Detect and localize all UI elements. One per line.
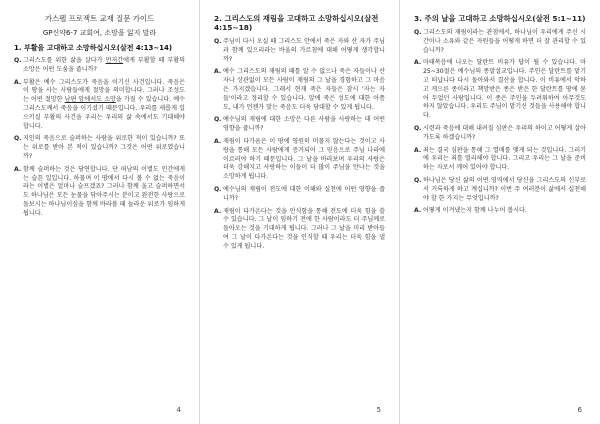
question-item [414, 125, 586, 143]
item-text: 재림이 다가온다는 것을 인식함을 통해 전도에 더욱 힘을 쓸 수 있습니다. 그 날이 임하기 전에 한 사람이라도 더 주님께로 돌아오는 것을 기대하게 됩니다. 그러나 그 날을 미리 받아들여 그 날이 다가온다는 것을 인식할 때 우리는 더욱 힘을 낼 수 있게 됩니다. [223, 207, 385, 250]
item-marker: A. [14, 78, 22, 86]
section-title: 1. 부활을 고대하고 소망하십시오(살전 4:13~14) [14, 44, 173, 52]
qa-list [14, 57, 185, 219]
item-text: 예수님의 재림이 전도에 대한 이해와 실천에 어떤 영향을 줍니까? [223, 185, 385, 202]
item-marker: Q. [14, 135, 22, 143]
item-marker: Q. [414, 176, 422, 184]
question-item [214, 38, 385, 64]
item-text: 지인의 죽음으로 슬퍼하는 사람을 위로한 적이 있습니까? 또는 위로를 받아 본 적이 있습니까? 그것은 어떤 위로였습니까? [23, 135, 185, 160]
guide-header: 가스펠 프로젝트 교재 질문 가이드 [44, 14, 155, 23]
item-text: 그리스도의 재림이라는 관점에서, 하나님이 우리에게 주신 시간이나 소유와 같은 자원들을 어떻게 하면 더 잘 관리할 수 있습니까? [423, 29, 586, 54]
answer-item [414, 59, 586, 121]
item-text: 주님이 다시 오실 때 그리스도 안에서 죽은 자와 산 자가 주님과 함께 있으리라는 바울의 가르침에 대해 어떻게 생각합니까? [223, 38, 385, 63]
question-item [414, 177, 586, 203]
question-item [414, 29, 586, 55]
item-marker: A. [214, 137, 222, 145]
page-4 [0, 0, 200, 424]
item-marker: Q. [414, 124, 422, 132]
item-marker: A. [214, 207, 222, 215]
item-text: 죄는 결국 심판을 통해 그 열매를 맺게 되는 것입니다. 그러기에 우리는 죄를 멀리해야 합니다. 그리고 우리는 그 날을 준비하는 자로서 깨어 있어야 합니다. [423, 146, 586, 172]
page-number: 4 [176, 406, 181, 414]
item-marker: A. [414, 59, 422, 67]
page-number: 6 [577, 406, 582, 414]
answer-item [414, 147, 586, 173]
item-marker: A. [414, 207, 422, 215]
item-text: 마태복음에 나오는 달란트 비유가 답이 될 수 있습니다. 마 25~30절은 예수님의 종말설교입니다. 주인은 달란트를 맡기고 떠납니다 다시 돌아와서 결산을 합니다. 이 비유에서 악하고 게으른 종이라고 책망받은 종은 받은 한 달란트를 땅에 묻어 두었던 사람입니다. 이 종은 주인을 두려워하여 아무것도 하지 않았습니다. 우리도 주님이 맡기신 것들을 사용해야 합니다. [423, 59, 586, 120]
item-marker: A. [214, 68, 222, 76]
item-text: 그리스도를 위한 삶을 살다가 먼저간에게 부활할 때 부활의 소망은 어떤 도움을 줍니까? [23, 57, 185, 73]
item-marker: A. [14, 165, 22, 173]
item-text: 어떻게 이겨냈는지 함께 나누어 봅시다. [423, 207, 527, 215]
item-marker: Q. [214, 185, 222, 193]
lesson-title: GP신약6-7 교회여, 소망을 잃지 말라 [42, 29, 157, 37]
answer-item [414, 207, 586, 216]
item-text: 함께 슬퍼하는 것은 당연합니다. 단 떠남의 이별도 인간에게는 슬픈 일입니다. 하물며 이 땅에서 다시 볼 수 없는 죽음이라는 이별은 얼마나 슬프겠죠? 그러나 함께 울고 슬퍼하면서도 하나님은 모든 눈물을 닦아주시는 분이고 완전한 사랑으로 돌보시는 하나님이심을 함께 바라볼 때 놀라운 위로가 임하게 됩니다. [23, 165, 185, 217]
item-text: 시련과 죽음에 대해 내려질 심판은 우리의 하이고 어떻게 살아가도록 하겠습니까? [423, 124, 586, 141]
item-text: 재림이 다가옴은 이 땅에 영원히 머물지 않는다는 것이고 사랑을 통해 모든 사람에게 증거되어 그 믿음으로 주님 나라에 이르러야 하기 때문입니다. 그 날을 바라보며 우리의 사랑은 더욱 강해지고 사랑하는 이들이 더 많이 주님을 만나는 것을 소망하게 됩니다. [223, 137, 385, 181]
answer-item [214, 208, 385, 252]
question-item [214, 186, 385, 204]
section-title: 2. 그리스도의 재림을 고대하고 소망하십시오(살전 4:15~18) [214, 14, 379, 32]
qa-list [414, 29, 586, 216]
item-text: 부활은 예수 그리스도가 죽음을 이기신 사건입니다. 죽음은 이 땅을 사는 사람들에게 절망을 의미합니다. 그러나 조성도는 어떤 절망한 남편 앞에서도 소망을 가질 수 있습니다. 예수 그리스도께서 죽음을 이기셨기 때문입니다. 우리를 새롭게 일으키실 부활의 사건을 우리는 우리의 삶 속에서도 기대해야 합니다. [23, 78, 185, 130]
item-text: 하나님은 당신 삶의 어떤 영역에서 당신을 그리스도의 신부로서 거룩하게 하고 계십니까? 이번 주 여러분이 삶에서 실천해야 할 한 가지는 무엇입니까? [423, 176, 586, 202]
item-marker: Q. [14, 57, 22, 64]
question-item [214, 116, 385, 134]
item-marker: Q. [214, 38, 222, 45]
answer-item [214, 68, 385, 112]
item-text: 예수님의 재림에 대한 소망은 다른 사람을 사랑하는 데 어떤 영향을 줍니까? [223, 116, 385, 133]
item-marker: A. [414, 146, 422, 154]
page-number: 5 [376, 406, 381, 414]
item-text: 예수 그리스도의 재림의 때를 알 수 없으나 죽은 자들이나 산자나 상관없이 모든 사람이 재림의 그 날을 경험하고 그 마음은 가지겠습니다. 그래서 현재 죽은 자들은 잠시 '자는 자들'이라고 정리할 수 있습니다. 앞에 죽은 성도에 대한 아픔도, 내가 언젠가 맞는 죽음도 더욱 담대할 수 있게 됩니다. [223, 68, 385, 111]
qa-list [214, 38, 385, 252]
answer-item [14, 166, 185, 219]
answer-item [14, 79, 185, 132]
answer-item [214, 138, 385, 182]
page-5 [200, 0, 400, 424]
question-item [14, 135, 185, 161]
item-marker: Q. [214, 116, 222, 124]
item-marker: Q. [414, 29, 422, 36]
section-title: 3. 주의 날을 고대하고 소망하십시오(살전 5:1~11) [414, 14, 586, 23]
underlined-text: 남편 앞에서도 소망 [64, 96, 116, 104]
page-6 [400, 0, 600, 424]
question-item [14, 57, 185, 75]
underlined-text: 먼저간 [105, 57, 124, 64]
